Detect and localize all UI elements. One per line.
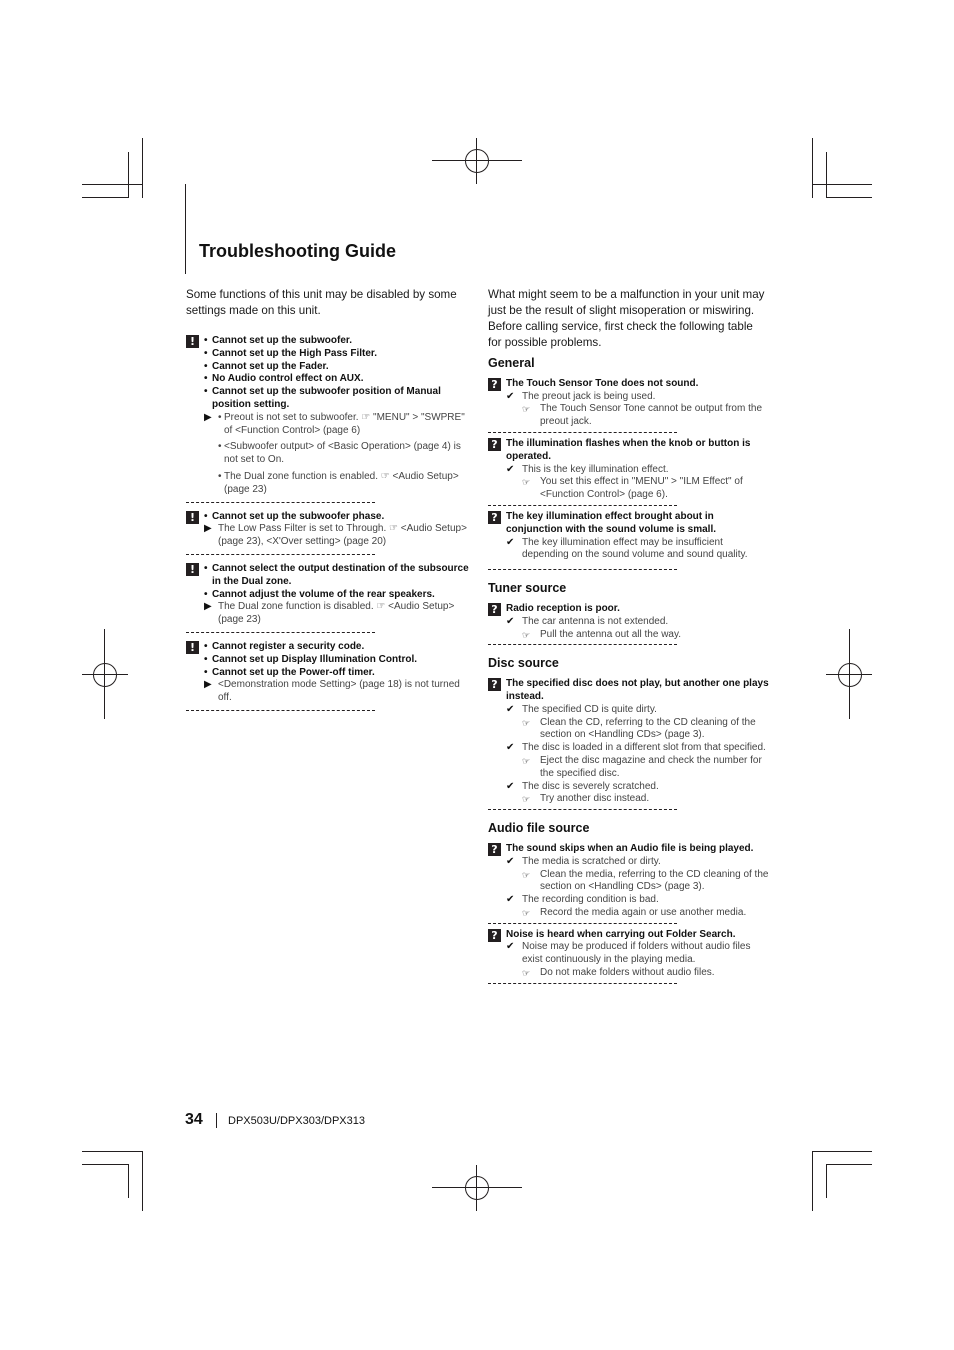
- title-rule: [185, 184, 186, 274]
- problem-title: Noise is heard when carrying out Folder Search.: [506, 928, 736, 940]
- problem-item: • Cannot set up the Power-off timer.: [204, 667, 474, 680]
- right-intro: What might seem to be a malfunction in your unit may just be the result of slight misoperation or miswiring. Before calling service, first check the following table for possible problems.: [488, 288, 765, 349]
- divider: [186, 554, 375, 555]
- remedy-item: ☞ Clean the CD, referring to the CD cleaning of the section on <Handling CDs> (page 3).: [522, 716, 756, 741]
- cause-item: ✔ The recording condition is bad.: [506, 894, 659, 906]
- page-title: Troubleshooting Guide: [199, 241, 396, 261]
- cause-item: ✔ Noise may be produced if folders without audio files exist continuously in the playing media.: [506, 941, 751, 966]
- problem-specified-disc: [488, 678, 770, 806]
- question-icon: ?: [488, 678, 501, 691]
- divider: [488, 644, 677, 645]
- cause-item: ✔ The media is scratched or dirty.: [506, 855, 661, 867]
- problem-item: • Cannot set up Display Illumination Control.: [204, 654, 474, 667]
- problem-item: • Cannot set up the subwoofer phase.: [204, 511, 474, 524]
- warning-block-phase: [186, 511, 474, 549]
- warning-block-security: [186, 641, 474, 705]
- divider: [186, 632, 375, 633]
- exclamation-icon: !: [186, 641, 199, 654]
- check-icon: ✔: [506, 390, 515, 402]
- problem-title: Radio reception is poor.: [506, 602, 620, 614]
- divider: [186, 502, 375, 503]
- pointing-hand-icon: ☞: [522, 478, 531, 489]
- triangle-right-icon: ▶: [204, 679, 212, 691]
- problem-folder-search-noise: [488, 929, 770, 980]
- warning-block-dual-zone: [186, 563, 474, 627]
- divider: [488, 569, 677, 570]
- divider: [488, 505, 677, 506]
- problem-touch-sensor: [488, 378, 770, 429]
- triangle-right-icon: ▶: [204, 523, 212, 535]
- warning-block-subwoofer: [186, 335, 474, 497]
- question-icon: ?: [488, 378, 501, 391]
- problem-sound-skips: [488, 843, 770, 920]
- pointing-hand-icon: ☞: [522, 795, 531, 806]
- problem-item: • Cannot adjust the volume of the rear speakers.: [204, 589, 474, 602]
- problem-item: • Cannot set up the subwoofer.: [204, 335, 474, 348]
- problem-title: The key illumination effect brought about in conjunction with the sound volume is small.: [506, 510, 717, 535]
- exclamation-icon: !: [186, 335, 199, 348]
- pointing-hand-icon: ☞: [522, 630, 531, 641]
- cause-item: • <Subwoofer output> of <Basic Operation> (page 4) is not set to On.: [204, 441, 474, 467]
- problem-item: • No Audio control effect on AUX.: [204, 373, 474, 386]
- question-icon: ?: [488, 603, 501, 616]
- divider: [488, 809, 677, 810]
- problem-key-illumination: [488, 511, 770, 562]
- exclamation-icon: !: [186, 563, 199, 576]
- remedy-item: ☞ Eject the disc magazine and check the number for the specified disc.: [522, 754, 762, 779]
- problem-title: The sound skips when an Audio file is being played.: [506, 842, 754, 854]
- problem-item: • Cannot set up the High Pass Filter.: [204, 348, 474, 361]
- remedy-item: ☞ Do not make folders without audio files.: [522, 967, 715, 980]
- exclamation-icon: !: [186, 511, 199, 524]
- triangle-right-icon: ▶: [204, 601, 212, 613]
- problem-title: The illumination flashes when the knob or button is operated.: [506, 437, 751, 462]
- check-icon: ✔: [506, 615, 515, 627]
- check-icon: ✔: [506, 894, 515, 906]
- problem-item: • Cannot register a security code.: [204, 641, 474, 654]
- pointing-hand-icon: ☞: [522, 969, 531, 980]
- cause-item: ✔ The car antenna is not extended.: [506, 615, 669, 627]
- check-icon: ✔: [506, 941, 515, 953]
- pointing-hand-icon: ☞: [522, 908, 531, 919]
- section-heading-disc: Disc source: [488, 656, 559, 671]
- check-icon: ✔: [506, 703, 515, 715]
- check-icon: ✔: [506, 742, 515, 754]
- left-intro: Some functions of this unit may be disabled by some settings made on this unit.: [186, 288, 457, 317]
- question-icon: ?: [488, 511, 501, 524]
- left-column: [186, 335, 474, 716]
- problem-item: • Cannot select the output destination of the subsource in the Dual zone.: [204, 563, 474, 589]
- problem-title: The specified disc does not play, but another one plays instead.: [506, 678, 769, 702]
- cause-item: • The Dual zone function is enabled. ☞ <Audio Setup> (page 23): [204, 471, 474, 497]
- cause-item: ▶ The Dual zone function is disabled. ☞ <Audio Setup> (page 23): [204, 601, 455, 626]
- pointing-hand-icon: ☞: [522, 870, 531, 881]
- divider: [488, 432, 677, 433]
- section-heading-tuner: Tuner source: [488, 581, 567, 596]
- cause-item: ▶ The Low Pass Filter is set to Through. ☞ <Audio Setup> (page 23), <X'Over setting> (page 20): [204, 523, 467, 548]
- problem-title: The Touch Sensor Tone does not sound.: [506, 377, 699, 389]
- cause-item: ▶ <Demonstration mode Setting> (page 18) is not turned off.: [204, 679, 460, 704]
- problem-item: • Cannot set up the Fader.: [204, 361, 474, 374]
- check-icon: ✔: [506, 463, 515, 475]
- cause-item: ✔ This is the key illumination effect.: [506, 463, 669, 475]
- question-icon: ?: [488, 438, 501, 451]
- section-heading-audio-file: Audio file source: [488, 821, 590, 836]
- cause-item: • Preout is not set to subwoofer. ☞ "MENU" > "SWPRE" of <Function Control> (page 6): [204, 412, 474, 438]
- problem-illumination-flash: [488, 438, 770, 502]
- footer-separator: [216, 1113, 217, 1128]
- problem-item: • Cannot set up the subwoofer position of Manual position setting.: [204, 386, 474, 412]
- remedy-item: ☞ Pull the antenna out all the way.: [522, 628, 682, 641]
- check-icon: ✔: [506, 536, 515, 548]
- remedy-item: ☞ Clean the media, referring to the CD cleaning of the section on <Handling CDs> (page 3).: [522, 868, 769, 893]
- divider: [488, 983, 677, 984]
- model-name: DPX503U/DPX303/DPX313: [228, 1115, 365, 1127]
- divider: [488, 923, 677, 924]
- triangle-right-icon: ▶: [204, 411, 212, 423]
- right-column: [488, 357, 770, 989]
- divider: [186, 710, 375, 711]
- page-number: 34: [185, 1111, 203, 1128]
- cause-item: ✔ The preout jack is being used.: [506, 390, 656, 402]
- remedy-item: ☞ Try another disc instead.: [522, 793, 650, 806]
- section-heading-general: General: [488, 356, 535, 370]
- cause-item: ✔ The disc is loaded in a different slot from that specified.: [506, 742, 766, 754]
- problem-radio-reception: [488, 603, 770, 641]
- cause-item: ✔ The specified CD is quite dirty.: [506, 703, 657, 715]
- check-icon: ✔: [506, 855, 515, 867]
- remedy-item: ☞ Record the media again or use another media.: [522, 906, 747, 919]
- remedy-item: ☞ The Touch Sensor Tone cannot be output from the preout jack.: [522, 403, 763, 428]
- cause-item: ✔ The key illumination effect may be insufficient depending on the sound volume and sound quality.: [506, 536, 748, 561]
- pointing-hand-icon: ☞: [522, 756, 531, 767]
- pointing-hand-icon: ☞: [522, 405, 531, 416]
- pointing-hand-icon: ☞: [522, 718, 531, 729]
- remedy-item: ☞ You set this effect in "MENU" > "ILM Effect" of <Function Control> (page 6).: [522, 476, 743, 501]
- check-icon: ✔: [506, 780, 515, 792]
- question-icon: ?: [488, 843, 501, 856]
- cause-list: [204, 412, 474, 497]
- question-icon: ?: [488, 929, 501, 942]
- cause-item: ✔ The disc is severely scratched.: [506, 780, 659, 792]
